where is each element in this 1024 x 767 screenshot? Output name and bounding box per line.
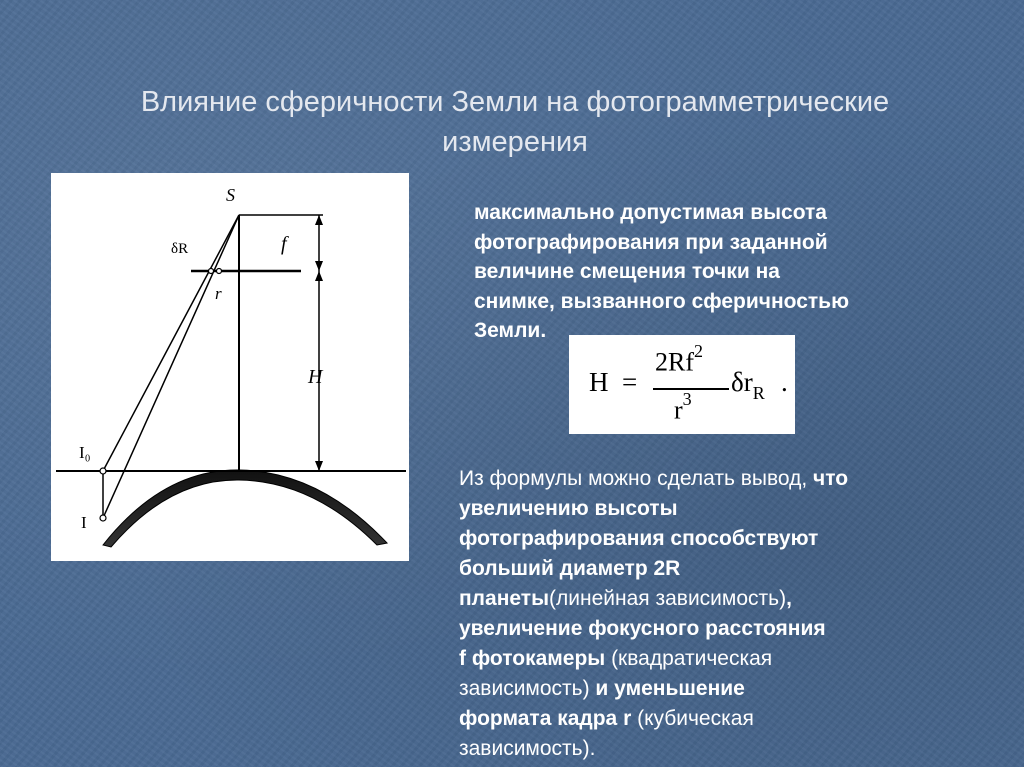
label-s: S — [226, 185, 235, 205]
label-delta-r: δR — [171, 241, 189, 257]
point-i0 — [100, 468, 106, 474]
label-f: f — [281, 233, 287, 255]
conclusion-line: фотографирования способствуют — [459, 527, 819, 550]
formula-period: . — [781, 367, 788, 397]
conclusion-text — [459, 464, 999, 764]
definition-text — [474, 198, 974, 346]
definition-line: Земли. — [474, 319, 547, 342]
formula-equals: = — [622, 367, 638, 397]
height-arrow-top — [315, 271, 323, 281]
conclusion-line: Из формулы можно сделать вывод, что — [459, 467, 849, 490]
definition-line: снимке, вызванного сферичностью — [474, 289, 850, 313]
label-r: r — [215, 284, 222, 303]
diagram-svg — [51, 173, 409, 561]
point-r-b — [217, 269, 222, 274]
label-i: I — [81, 513, 87, 532]
conclusion-line: увеличению высоты — [459, 497, 678, 520]
formula-numerator: 2Rf$^2$ — [655, 341, 703, 377]
focal-arrow-top — [315, 215, 323, 225]
conclusion-line: зависимость). — [459, 737, 596, 760]
conclusion-line: планеты(линейная зависимость), — [459, 587, 792, 610]
label-i0: I₀ — [79, 443, 91, 462]
definition-line: фотографирования при заданной — [474, 230, 828, 254]
point-r-a — [209, 269, 214, 274]
definition-line: максимально допустимая высота — [474, 201, 827, 224]
conclusion-line: формата кадра r (кубическая — [459, 707, 754, 730]
slide-title — [40, 82, 990, 162]
title-line-1: Влияние сферичности Земли на фотограмметрические — [140, 86, 890, 118]
conclusion-line: больший диаметр 2R — [459, 557, 681, 580]
focal-arrow-bottom — [315, 261, 323, 271]
conclusion-line: f фотокамеры (квадратическая — [459, 647, 773, 670]
conclusion-line: увеличение фокусного расстояния — [459, 617, 826, 640]
formula-denominator: $r^3$ — [674, 389, 692, 425]
label-h: H — [308, 366, 323, 388]
formula-factor: $\delta r_R$ — [731, 367, 765, 404]
point-i — [100, 515, 106, 521]
height-arrow-bottom — [315, 461, 323, 471]
geometry-diagram — [51, 173, 409, 561]
earth-surface-arc — [103, 470, 387, 547]
formula-lhs: H — [589, 367, 609, 397]
title-line-2: измерения — [442, 126, 588, 158]
definition-line: величине смещения точки на — [474, 260, 780, 283]
height-formula — [569, 335, 795, 434]
conclusion-line: зависимость) и уменьшение — [459, 677, 745, 700]
